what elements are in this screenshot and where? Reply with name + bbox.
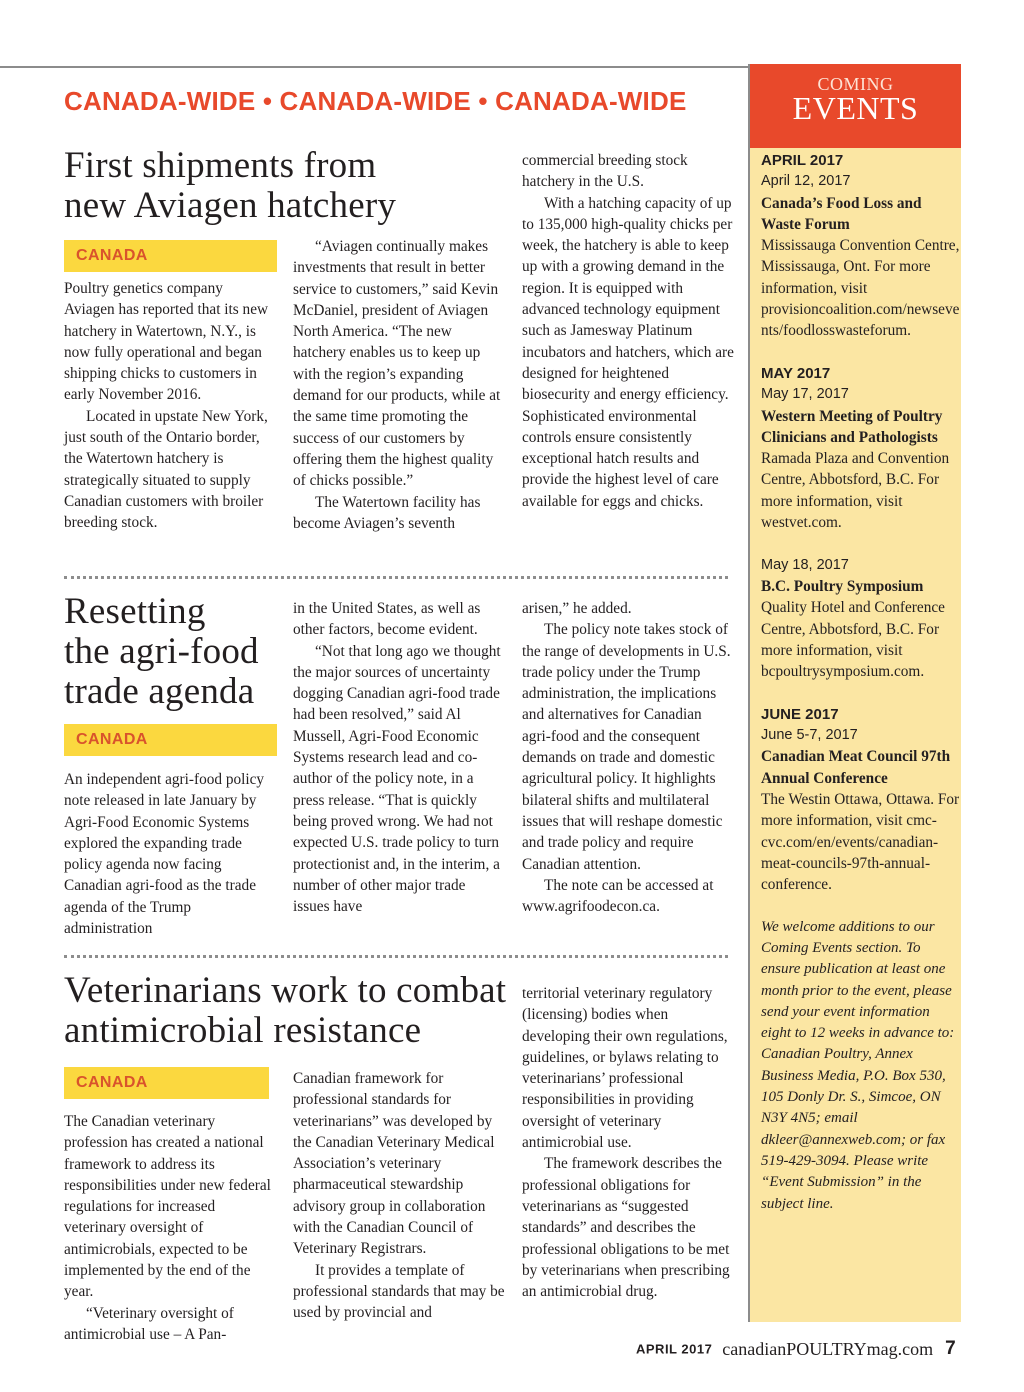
event-month: APRIL 2017 [761,152,844,169]
event-title: Canada’s Food Loss and Waste Forum [761,194,922,233]
article-2-headline [64,592,259,712]
event-details: The Westin Ottawa, Ottawa. For more information, visit cmc-cvc.com/en/events/canadian-meat-councils-97th-annual-conference. [761,790,960,894]
paragraph: territorial veterinary regulatory (licensing) bodies when developing their own regulations, guidelines, or bylaws relating to veterinarians’ professional responsibilities in providing oversight of veterinary antimicrobial use. [522,985,728,1152]
article-3-headline [64,971,506,1051]
event-title: B.C. Poultry Symposium [761,577,924,595]
event-item [761,555,961,683]
paragraph: Poultry genetics company Aviagen has reported that its new hatchery in Watertown, N.Y., is now fully operational and began shipping chicks to customers in early November 2016. [64,280,269,404]
event-item [761,704,961,896]
paragraph: The Canadian veterinary profession has created a national framework to address its responsibilities under new federal regulations for increased veterinary oversight of antimicrobials, expected to be implemented by the end of the year. [64,1113,271,1301]
event-item [761,150,961,342]
article-2-column-2 [293,598,505,917]
headline-line: First shipments from [64,145,377,186]
dotted-divider [64,955,728,958]
paragraph: The Watertown facility has become Aviagen’s seventh [293,493,481,532]
event-date: April 12, 2017 [761,173,851,190]
paragraph: With a hatching capacity of up to 135,000 high-quality chicks per week, the hatchery is able to keep up with a growing demand in the region. It is equipped with advanced technology equipment such as Jamesway Platinum incubators and hatchers, which are designed for heightened biosecurity and energy efficiency. Sophisticated environmental controls ensure consistently exceptional hatch results and provide the highest level of care available for eggs and chicks. [522,194,734,510]
headline-line: Veterinarians work to combat [64,970,507,1011]
event-item [761,363,961,533]
footer-website: canadianPOULTRYmag.com [722,1338,934,1359]
article-2-column-1 [64,769,276,939]
headline-line: trade agenda [64,671,255,712]
article-2-region-tag: CANADA [64,724,277,756]
event-month: JUNE 2017 [761,705,839,723]
paragraph: The policy note takes stock of the range of developments in U.S. trade policy under the Trump administration, the implications and alternatives for Canadian agri-food and the consequent demands on trade and domestic agricultural policy. It highlights bilateral shifts and multilateral issues that will reshape domestic and trade policy and require Canadian attention. [522,621,731,873]
article-1-column-3 [522,150,734,512]
page-number: 7 [945,1338,956,1359]
article-2-column-3 [522,598,734,917]
headline-line: antimicrobial resistance [64,1010,422,1051]
paragraph: It provides a template of professional standards that may be used by provincial and [293,1261,505,1322]
event-month: MAY 2017 [761,364,831,382]
coming-label: COMING [817,74,894,94]
article-1-headline [64,146,396,226]
dotted-divider [64,576,728,579]
paragraph: “Not that long ago we thought the major sources of uncertainty dogging Canadian agri-food trade had been resolved,” said Al Mussell, Agri-Food Economic Systems research lead and co-author of the policy note, in a press release. “That is quickly being proved wrong. We had not expected U.S. trade policy to turn protectionist and, in the interim, a number of other major trade issues have [293,642,501,916]
coming-events-header [750,64,961,148]
event-date: May 18, 2017 [761,556,849,573]
paragraph: “Aviagen continually makes investments that result in better service to customers,” said Kevin McDaniel, president of Aviagen North America. “The new hatchery enables us to keep up with the region’s expanding demand for our products, while at the same time promoting the success of our customers by offering them the highest quality of chicks possible.” [293,238,501,490]
article-1-column-2 [293,236,505,534]
footer-issue: APRIL 2017 [636,1341,713,1357]
article-3-column-3 [522,983,734,1302]
section-banner: CANADA-WIDE • CANADA-WIDE • CANADA-WIDE [64,86,687,116]
events-list [761,150,961,1215]
event-date: May 17, 2017 [761,386,849,403]
submission-note: We welcome additions to our Coming Events section. To ensure publication at least one month prior to the event, please send your event information eight to 12 weeks in advance to: Canadian Poultry, Annex Business Media, P.O. Box 530, 105 Donly Dr. S., Simcoe, ON N3Y 4N5; email dkleer@annexweb.com; or fax 519-429-3094. Please write “Event Submission” in the subject line. [761,918,955,1212]
top-rule [0,66,748,68]
event-details: Quality Hotel and Conference Centre, Abbotsford, B.C. For more information, visit bcpoultrysymposium.com. [761,599,945,681]
paragraph: The note can be accessed at www.agrifoodecon.ca. [522,876,714,916]
article-1-region-tag: CANADA [64,240,277,272]
article-3-column-1 [64,1111,276,1345]
paragraph: An independent agri-food policy note released in late January by Agri-Food Economic Systems explored the expanding trade policy agenda now facing Canadian agri-food as the trade agenda of the Trump administration [64,771,265,938]
event-details: Mississauga Convention Centre, Mississauga, Ont. For more information, visit provisioncoalition.com/newsevents/foodlosswasteforum. [761,237,960,340]
coming-events-sidebar [748,64,961,1322]
page-footer [636,1338,956,1366]
article-3-region-tag: CANADA [64,1067,269,1099]
events-label: EVENTS [792,90,919,126]
paragraph: “Veterinary oversight of antimicrobial use – A Pan- [64,1304,234,1343]
paragraph: in the United States, as well as other factors, become evident. [293,600,481,639]
event-date: June 5-7, 2017 [761,727,858,744]
event-title: Canadian Meat Council 97th Annual Conference [761,748,951,787]
headline-line: the agri-food [64,631,259,672]
event-title: Western Meeting of Poultry Clinicians and Pathologists [761,407,943,446]
headline-line: new Aviagen hatchery [64,185,397,226]
headline-line: Resetting [64,591,206,632]
paragraph: arisen,” he added. [522,600,632,617]
paragraph: Located in upstate New York, just south of the Ontario border, the Watertown hatchery is strategically situated to supply Canadian customers with broiler breeding stock. [64,407,268,532]
paragraph: The framework describes the professional obligations for veterinarians as “suggested standards” and describes the professional obligations to be met by veterinarians when prescribing an antimicrobial drug. [522,1155,730,1301]
paragraph: Canadian framework for professional standards for veterinarians” was developed by the Canadian Veterinary Medical Association’s veterinary pharmaceutical stewardship advisory group in collaboration with the Canadian Council of Veterinary Registrars. [293,1070,495,1258]
event-details: Ramada Plaza and Convention Centre, Abbotsford, B.C. For more information, visit westvet.com. [761,450,950,532]
paragraph: commercial breeding stock hatchery in the U.S. [522,152,688,191]
article-3-column-2 [293,1068,505,1324]
article-1-column-1 [64,278,276,534]
